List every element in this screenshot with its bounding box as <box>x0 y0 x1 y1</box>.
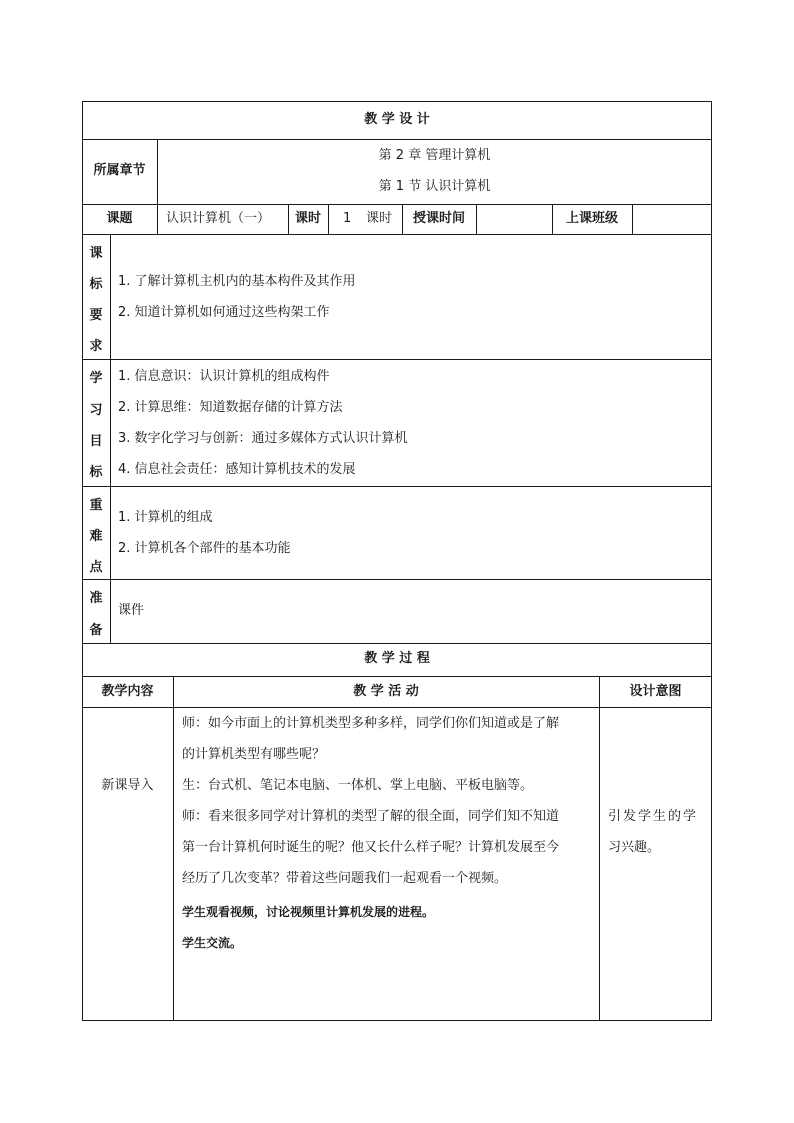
keypoints-item: 1. 计算机的组成 <box>118 510 213 525</box>
col-header-content: 教学内容 <box>101 684 154 699</box>
standards-item: 1. 了解计算机主机内的基本构件及其作用 <box>118 274 356 289</box>
preparation-label-char: 准 <box>89 591 103 606</box>
activity-line: 师：看来很多同学对计算机的类型了解的很全面，同学们知不知道 <box>182 809 560 824</box>
keypoints-item: 2. 计算机各个部件的基本功能 <box>118 541 291 556</box>
time-label: 授课时间 <box>412 211 465 226</box>
row-divider <box>82 643 712 644</box>
row-divider <box>82 204 712 205</box>
col-divider <box>476 204 477 235</box>
objectives-item: 4. 信息社会责任：感知计算机技术的发展 <box>118 462 356 477</box>
preparation-content: 课件 <box>118 603 145 618</box>
col-header-activity: 教 学 活 动 <box>353 684 419 699</box>
class-label: 上课班级 <box>565 211 618 226</box>
chapter-title: 第 2 章 管理计算机 <box>378 148 491 163</box>
hours-value: 1 <box>343 211 352 226</box>
standards-item: 2. 知道计算机如何通过这些构架工作 <box>118 305 330 320</box>
standards-label-char: 标 <box>89 277 103 292</box>
objectives-label-char: 习 <box>89 403 103 418</box>
intent-line: 习兴趣。 <box>608 840 661 855</box>
chapter-label: 所属章节 <box>93 163 146 178</box>
col-divider <box>632 204 633 235</box>
activity-line: 生：台式机、笔记本电脑、一体机、掌上电脑、平板电脑等。 <box>182 778 534 793</box>
row-divider <box>82 234 712 235</box>
objectives-label-char: 标 <box>89 465 103 480</box>
row-divider <box>82 486 712 487</box>
objectives-label-char: 目 <box>89 434 103 449</box>
col-divider <box>110 234 111 644</box>
activity-line: 经历了几次变革？带着这些问题我们一起观看一个视频。 <box>182 871 508 886</box>
objectives-item: 3. 数字化学习与创新：通过多媒体方式认识计算机 <box>118 431 408 446</box>
section-title: 第 1 节 认识计算机 <box>378 179 491 194</box>
standards-label-char: 课 <box>89 246 103 261</box>
document-title: 教 学 设 计 <box>364 112 430 127</box>
objectives-item: 1. 信息意识：认识计算机的组成构件 <box>118 369 330 384</box>
keypoints-label-char: 难 <box>89 529 103 544</box>
topic-value: 认识计算机（一） <box>166 211 271 226</box>
objectives-item: 2. 计算思维：知道数据存储的计算方法 <box>118 400 343 415</box>
col-divider <box>173 676 174 1021</box>
activity-line: 第一台计算机何时诞生的呢？他又长什么样子呢？计算机发展至今 <box>182 840 560 855</box>
row-divider <box>82 707 712 708</box>
lesson-plan-table <box>82 101 712 1021</box>
table-border-left <box>82 101 83 1021</box>
row-divider <box>82 359 712 360</box>
activity-bold-line: 学生交流。 <box>182 936 243 950</box>
row-divider <box>82 579 712 580</box>
intent-line: 引发学生的学 <box>608 809 699 824</box>
row-divider <box>82 676 712 677</box>
standards-label-char: 求 <box>89 339 103 354</box>
col-header-intent: 设计意图 <box>629 684 682 699</box>
preparation-label-char: 备 <box>89 623 103 638</box>
topic-label: 课题 <box>106 211 133 226</box>
hours-label: 课时 <box>294 211 321 226</box>
table-border-bottom <box>82 1020 712 1021</box>
col-divider <box>599 676 600 1021</box>
col-divider <box>328 204 329 235</box>
keypoints-label-char: 重 <box>89 498 103 513</box>
hours-unit: 课时 <box>366 211 393 226</box>
table-border-right <box>711 101 712 1021</box>
standards-label-char: 要 <box>89 308 103 323</box>
process-row-content: 新课导入 <box>101 778 154 793</box>
activity-line: 的计算机类型有哪些呢？ <box>182 747 326 762</box>
keypoints-label-char: 点 <box>89 560 103 575</box>
row-divider <box>82 139 712 140</box>
process-title: 教 学 过 程 <box>364 651 430 666</box>
table-border-top <box>82 101 712 102</box>
objectives-label-char: 学 <box>89 371 103 386</box>
activity-line: 师：如今市面上的计算机类型多种多样，同学们你们知道或是了解 <box>182 716 560 731</box>
activity-bold-line: 学生观看视频，讨论视频里计算机发展的进程。 <box>182 905 435 919</box>
